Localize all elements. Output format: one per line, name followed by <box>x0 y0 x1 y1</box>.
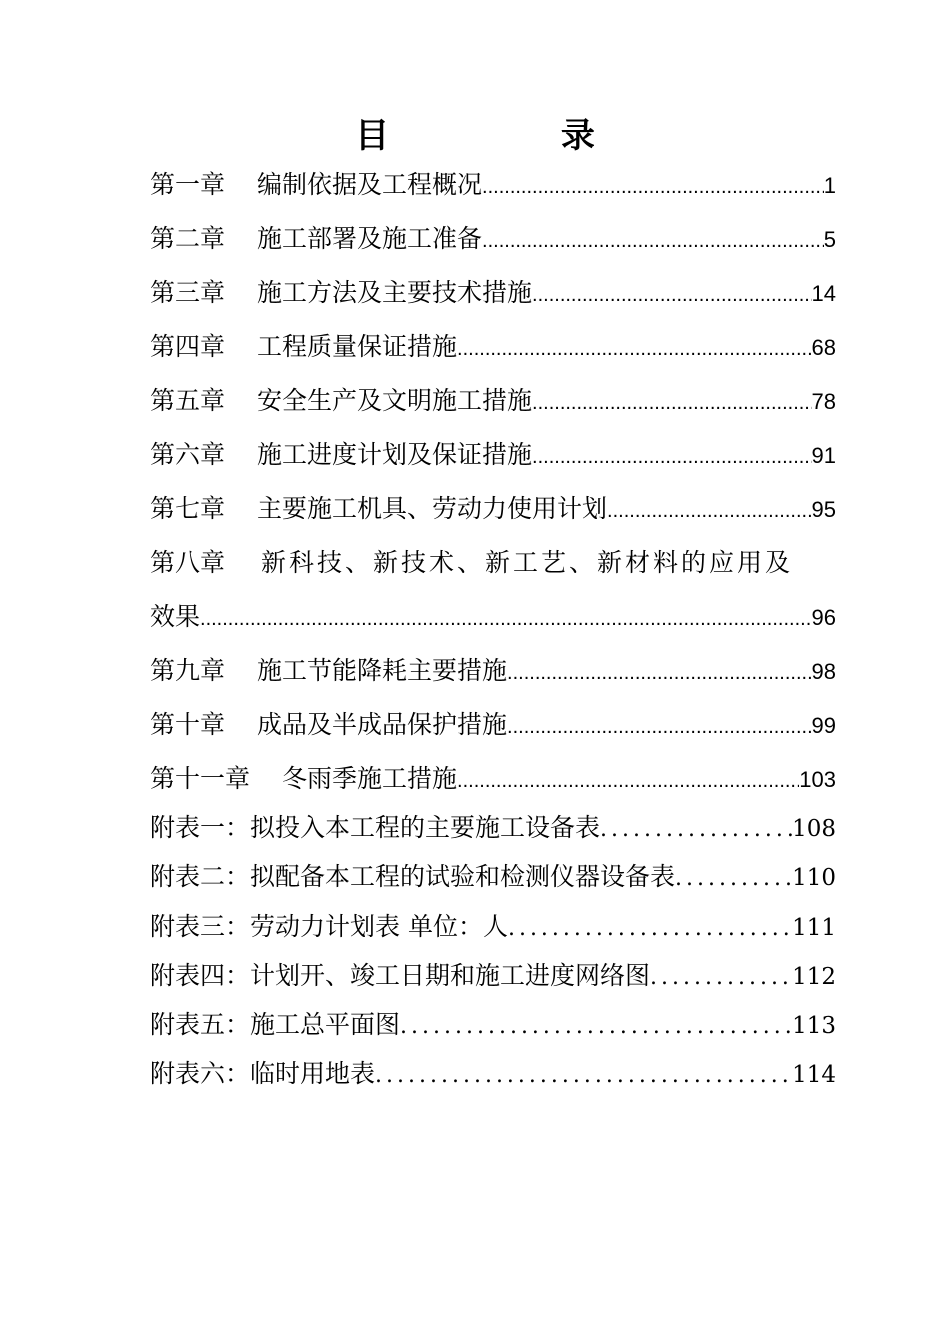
toc-entry[interactable] <box>150 273 836 327</box>
appendix-entry[interactable] <box>150 1054 836 1103</box>
chapter-number: 第二章 <box>150 224 226 253</box>
toc-entry[interactable] <box>150 165 836 219</box>
toc-entry[interactable] <box>150 651 836 705</box>
chapter-title: 施工方法及主要技术措施 <box>257 278 533 307</box>
page-number: 96 <box>811 605 836 630</box>
page-number: 111 <box>792 914 836 941</box>
chapter-number: 第七章 <box>150 494 226 523</box>
chapter-title: 工程质量保证措施 <box>257 332 458 361</box>
appendix-entry[interactable] <box>150 956 836 1005</box>
dot-leader <box>507 662 811 685</box>
appendix-entry[interactable] <box>150 1005 836 1054</box>
appendix-title: 附表二：拟配备本工程的试验和检测仪器设备表 <box>150 862 676 892</box>
toc-entry[interactable] <box>150 327 836 381</box>
chapter-number: 第三章 <box>150 278 226 307</box>
chapter-number: 第四章 <box>150 332 226 361</box>
chapter-list <box>150 165 836 813</box>
chapter-number: 第五章 <box>150 386 226 415</box>
appendix-title: 附表六：临时用地表 <box>150 1059 376 1089</box>
appendix-entry[interactable] <box>150 808 836 857</box>
page-number: 78 <box>811 389 836 414</box>
dot-leader <box>457 770 799 793</box>
page-number: 91 <box>811 443 836 468</box>
toc-entry[interactable] <box>150 705 836 759</box>
appendix-title: 附表一：拟投入本工程的主要施工设备表 <box>150 813 601 842</box>
chapter-title: 施工节能降耗主要措施 <box>257 656 508 685</box>
dot-leader <box>507 716 811 739</box>
chapter-number: 第六章 <box>150 440 226 469</box>
chapter-title: 新科技、新技术、新工艺、新材料的应用及 <box>261 548 794 577</box>
page-number: 110 <box>792 865 836 892</box>
toc-entry[interactable] <box>150 543 836 597</box>
chapter-number: 第十一章 <box>150 764 251 793</box>
chapter-title: 冬雨季施工措施 <box>282 764 458 793</box>
dot-leader <box>532 392 811 415</box>
chapter-title: 安全生产及文明施工措施 <box>257 386 533 415</box>
page-number: 103 <box>799 767 836 792</box>
page-number: 113 <box>792 1013 836 1040</box>
page-number: 99 <box>811 713 836 738</box>
toc-entry[interactable] <box>150 219 836 273</box>
dot-leader <box>508 916 792 941</box>
dot-leader <box>200 608 812 631</box>
dot-leader <box>375 1063 792 1088</box>
chapter-title-continuation: 效果 <box>150 602 201 631</box>
dot-leader <box>675 866 792 891</box>
toc-entry[interactable] <box>150 489 836 543</box>
page-number: 1 <box>823 173 836 198</box>
dot-leader <box>400 1014 792 1039</box>
chapter-number: 第十章 <box>150 710 226 739</box>
dot-leader <box>607 500 811 523</box>
dot-leader <box>650 965 792 990</box>
page-number: 68 <box>811 335 836 360</box>
page-number: 98 <box>811 659 836 684</box>
chapter-number: 第八章 <box>150 548 226 577</box>
page-number: 114 <box>792 1062 836 1089</box>
dot-leader <box>600 817 792 842</box>
dot-leader <box>532 446 811 469</box>
page-number: 95 <box>811 497 836 522</box>
appendix-entry[interactable] <box>150 907 836 956</box>
toc-entry[interactable] <box>150 381 836 435</box>
page-number: 5 <box>823 227 836 252</box>
toc-entry-continuation[interactable] <box>150 597 836 651</box>
appendix-title: 附表五：施工总平面图 <box>150 1010 401 1040</box>
dot-leader <box>457 338 811 361</box>
page-number: 112 <box>792 963 836 990</box>
chapter-title: 编制依据及工程概况 <box>257 170 483 199</box>
chapter-number: 第一章 <box>150 170 226 199</box>
toc-title: 目 录 <box>355 116 675 156</box>
page-number: 108 <box>792 816 836 842</box>
appendix-entry[interactable] <box>150 857 836 906</box>
appendix-title: 附表四：计划开、竣工日期和施工进度网络图 <box>150 960 651 990</box>
chapter-title: 主要施工机具、劳动力使用计划 <box>257 494 608 523</box>
appendix-title: 附表三：劳动力计划表 单位：人 <box>150 911 508 941</box>
dot-leader <box>482 230 824 253</box>
chapter-number: 第九章 <box>150 656 226 685</box>
dot-leader <box>532 284 811 307</box>
toc-entry[interactable] <box>150 759 836 813</box>
chapter-title: 成品及半成品保护措施 <box>257 710 508 739</box>
page-number: 14 <box>811 281 836 306</box>
toc-entry[interactable] <box>150 435 836 489</box>
chapter-title: 施工部署及施工准备 <box>257 224 483 253</box>
appendix-list <box>150 808 836 1104</box>
dot-leader <box>482 176 824 199</box>
chapter-title: 施工进度计划及保证措施 <box>257 440 533 469</box>
